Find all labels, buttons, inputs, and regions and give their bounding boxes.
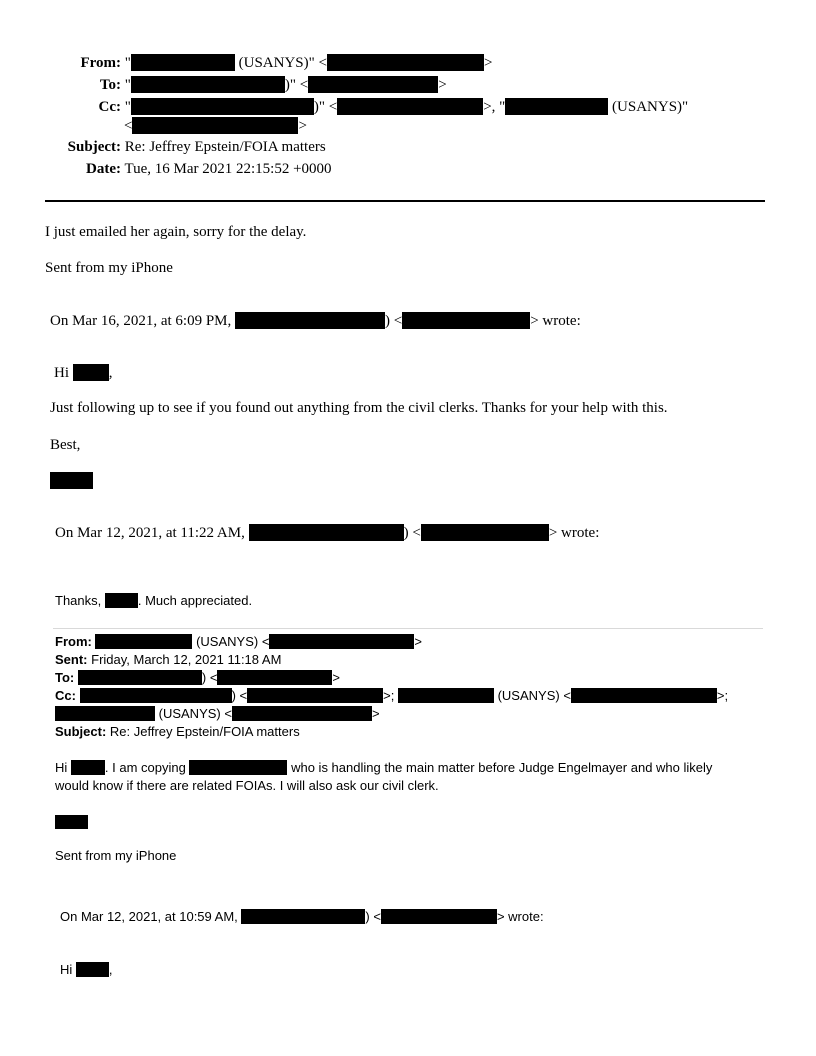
redaction bbox=[269, 634, 414, 649]
redaction bbox=[105, 593, 138, 608]
fwd-cc-row2 bbox=[55, 706, 380, 721]
cc-mid1: )" < bbox=[313, 99, 338, 115]
fwd-cc-mid3: >; bbox=[716, 688, 729, 703]
thanks-line bbox=[55, 593, 252, 608]
redaction bbox=[95, 634, 192, 649]
signature-redaction bbox=[50, 472, 93, 489]
quote1-attribution bbox=[50, 312, 581, 330]
quote1-prefix: On Mar 16, 2021, at 6:09 PM, bbox=[50, 313, 232, 329]
redaction bbox=[131, 98, 314, 115]
redaction bbox=[131, 54, 235, 71]
quote3-attribution bbox=[60, 909, 544, 924]
fwd-to-close: > bbox=[332, 670, 341, 685]
fwd-cc-mid1: ) < bbox=[231, 688, 248, 703]
fwd-from-row bbox=[55, 634, 422, 649]
cc-org: (USANYS)" bbox=[612, 99, 689, 115]
redaction bbox=[327, 54, 484, 71]
cc-label: Cc: bbox=[98, 99, 121, 115]
fwd-cc-row bbox=[55, 688, 728, 703]
redaction bbox=[131, 76, 285, 93]
to-quote: " bbox=[124, 77, 131, 93]
quote2-suffix: > wrote: bbox=[548, 525, 600, 541]
fwd-body-b: who is handling the main matter before Judge Engelmayer and who likely bbox=[291, 760, 713, 775]
header-subject-row bbox=[45, 139, 326, 156]
fwd-from-label: From: bbox=[55, 634, 92, 649]
date-text: Tue, 16 Mar 2021 22:15:52 +0000 bbox=[124, 161, 332, 177]
redaction bbox=[249, 524, 404, 541]
from-org: (USANYS)" < bbox=[238, 55, 327, 71]
fwd-subject-label: Subject: bbox=[55, 724, 107, 739]
from-quote: " bbox=[124, 55, 131, 71]
redaction bbox=[189, 760, 287, 775]
header-divider bbox=[45, 200, 765, 202]
redaction bbox=[381, 909, 497, 924]
date-label: Date: bbox=[86, 161, 121, 177]
fwd-body-line2: would know if there are related FOIAs. I will also ask our civil clerk. bbox=[55, 778, 439, 793]
quote3-mid: ) < bbox=[365, 909, 381, 924]
quote1-suffix: > wrote: bbox=[530, 313, 581, 329]
forward-divider bbox=[53, 628, 763, 629]
fwd-cc-mid2: >; bbox=[383, 688, 395, 703]
quote2-mid: ) < bbox=[403, 525, 421, 541]
redaction bbox=[337, 98, 483, 115]
to-label: To: bbox=[99, 77, 121, 93]
redaction bbox=[505, 98, 608, 115]
header-cc-row bbox=[45, 98, 688, 116]
fwd-signature-redaction bbox=[55, 815, 88, 829]
from-close: > bbox=[483, 55, 493, 71]
header-from-row bbox=[45, 54, 492, 72]
redaction bbox=[571, 688, 717, 703]
redaction bbox=[247, 688, 383, 703]
from-label: From: bbox=[80, 55, 121, 71]
cc-line2-open: < bbox=[124, 118, 133, 134]
to-mid: )" < bbox=[284, 77, 309, 93]
redaction bbox=[398, 688, 494, 703]
quote1-mid: ) < bbox=[385, 313, 403, 329]
thanks-suffix: . Much appreciated. bbox=[137, 593, 253, 608]
redaction bbox=[132, 117, 298, 134]
fwd-body-a: . I am copying bbox=[104, 760, 186, 775]
redaction bbox=[402, 312, 530, 329]
header-to-row bbox=[45, 76, 447, 94]
hi3-text: Hi bbox=[60, 962, 73, 977]
body-line1: I just emailed her again, sorry for the delay. bbox=[45, 224, 307, 240]
fwd-to-label: To: bbox=[55, 670, 75, 685]
fwd-sent-label: Sent: bbox=[55, 652, 88, 667]
fwd-body-line1 bbox=[55, 760, 712, 775]
fwd-cc-label: Cc: bbox=[55, 688, 76, 703]
redaction bbox=[76, 962, 109, 977]
redaction bbox=[308, 76, 438, 93]
best-text: Best, bbox=[50, 437, 81, 453]
hi3-comma: , bbox=[108, 962, 113, 977]
fwd-to-row bbox=[55, 670, 340, 685]
redaction bbox=[55, 706, 155, 721]
redaction bbox=[80, 688, 232, 703]
fwd-sent-row bbox=[55, 652, 281, 667]
fwd-from-org: (USANYS) < bbox=[196, 634, 270, 649]
subject-label: Subject: bbox=[67, 139, 121, 155]
fwd-sent-text: Friday, March 12, 2021 11:18 AM bbox=[91, 652, 282, 667]
fwd-to-mid: ) < bbox=[201, 670, 218, 685]
redaction bbox=[78, 670, 202, 685]
redaction bbox=[241, 909, 365, 924]
quote3-suffix: > wrote: bbox=[496, 909, 544, 924]
fwd-subject-row bbox=[55, 724, 300, 739]
fwd-cc-org2: (USANYS) < bbox=[158, 706, 232, 721]
hi-text: Hi bbox=[54, 365, 69, 381]
fwd-cc-org1: (USANYS) < bbox=[497, 688, 571, 703]
fwd-cc-close2: > bbox=[371, 706, 380, 721]
quote2-attribution bbox=[55, 524, 599, 542]
cc-mid2: >, " bbox=[483, 99, 506, 115]
to-close: > bbox=[438, 77, 447, 93]
fwd-sent-iphone: Sent from my iPhone bbox=[55, 848, 177, 863]
redaction bbox=[235, 312, 385, 329]
subject-text: Re: Jeffrey Epstein/FOIA matters bbox=[124, 139, 326, 155]
thanks-prefix: Thanks, bbox=[55, 593, 102, 608]
fwd-subject-text: Re: Jeffrey Epstein/FOIA matters bbox=[109, 724, 300, 739]
fwd-from-close: > bbox=[414, 634, 423, 649]
redaction bbox=[217, 670, 332, 685]
fwd-hi: Hi bbox=[55, 760, 68, 775]
header-date-row bbox=[45, 161, 332, 178]
quote3-prefix: On Mar 12, 2021, at 10:59 AM, bbox=[60, 909, 238, 924]
cc-line2-close: > bbox=[298, 118, 307, 134]
body-sent-iphone: Sent from my iPhone bbox=[45, 260, 173, 276]
cc-quote: " bbox=[124, 99, 131, 115]
redaction bbox=[73, 364, 109, 381]
redaction bbox=[421, 524, 549, 541]
quote2-prefix: On Mar 12, 2021, at 11:22 AM, bbox=[55, 525, 245, 541]
quote1-greeting bbox=[54, 364, 113, 382]
hi-comma: , bbox=[108, 365, 113, 381]
header-cc-row2 bbox=[124, 117, 307, 135]
quote3-greeting bbox=[60, 962, 113, 977]
redaction bbox=[232, 706, 372, 721]
redaction bbox=[71, 760, 105, 775]
followup-text: Just following up to see if you found out anything from the civil clerks. Thanks for your help with this. bbox=[50, 400, 668, 416]
